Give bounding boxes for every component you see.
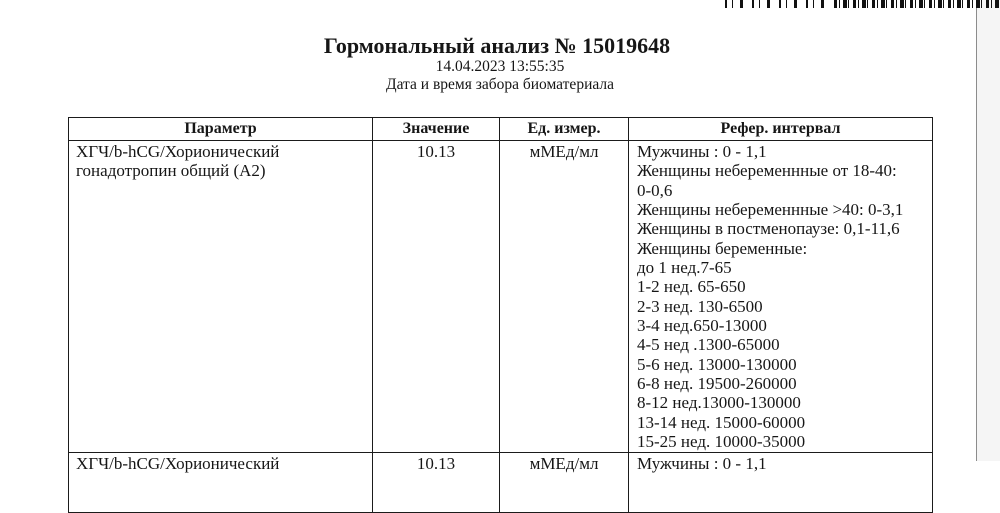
reference-line: 2-3 нед. 130-6500 <box>637 296 763 316</box>
header-reference: Рефер. интервал <box>629 118 933 141</box>
reference-line: 13-14 нед. 15000-60000 <box>637 412 806 432</box>
value-cell: 10.13 <box>373 141 500 453</box>
reference-line: Мужчины : 0 - 1,1 <box>637 454 767 473</box>
reference-line: 5-6 нед. 13000-130000 <box>637 354 797 374</box>
value-cell: 10.13 <box>373 453 500 513</box>
parameter-name: ХГЧ/b-hCG/Хорионический <box>76 454 280 473</box>
reference-cell <box>629 453 933 513</box>
collection-datetime: 14.04.2023 13:55:35 <box>435 58 565 75</box>
reference-line: Женщины беременные: <box>637 238 808 258</box>
header-parameter: Параметр <box>69 118 373 141</box>
reference-cell <box>629 141 933 453</box>
reference-line: Мужчины : 0 - 1,1 <box>637 142 767 161</box>
collection-datetime-label: Дата и время забора биоматериала <box>386 76 614 93</box>
header-unit: Ед. измер. <box>500 118 629 141</box>
reference-line: 6-8 нед. 19500-260000 <box>637 373 797 393</box>
barcode-dense-part <box>834 0 1000 8</box>
reference-line: 3-4 нед.650-13000 <box>637 315 767 335</box>
table-row <box>69 141 933 453</box>
reference-line: 4-5 нед .1300-65000 <box>637 335 780 355</box>
reference-line: 0-0,6 <box>637 180 673 200</box>
reference-line: 15-25 нед. 10000-35000 <box>637 431 806 451</box>
results-table <box>68 117 933 513</box>
reference-line: Женщины небеременнные от 18-40: <box>637 161 897 181</box>
barcode <box>725 0 831 8</box>
unit-cell: мМЕд/мл <box>500 141 629 453</box>
reference-line: Женщины в постменопаузе: 0,1-11,6 <box>637 219 900 239</box>
parameter-name: ХГЧ/b-hCG/Хорионический гонадотропин общий (А2) <box>76 142 280 181</box>
report-title: Гормональный анализ № 15019648 <box>323 33 671 58</box>
reference-line: Женщины небеременнные >40: 0-3,1 <box>637 199 904 219</box>
parameter-cell <box>69 141 373 453</box>
reference-line: до 1 нед.7-65 <box>637 257 732 277</box>
table-row <box>69 453 933 513</box>
table-header-row <box>69 118 933 141</box>
header-value: Значение <box>373 118 500 141</box>
reference-line: 8-12 нед.13000-130000 <box>637 393 801 413</box>
parameter-cell <box>69 453 373 513</box>
reference-line: 1-2 нед. 65-650 <box>637 277 746 297</box>
unit-cell: мМЕд/мл <box>500 453 629 513</box>
